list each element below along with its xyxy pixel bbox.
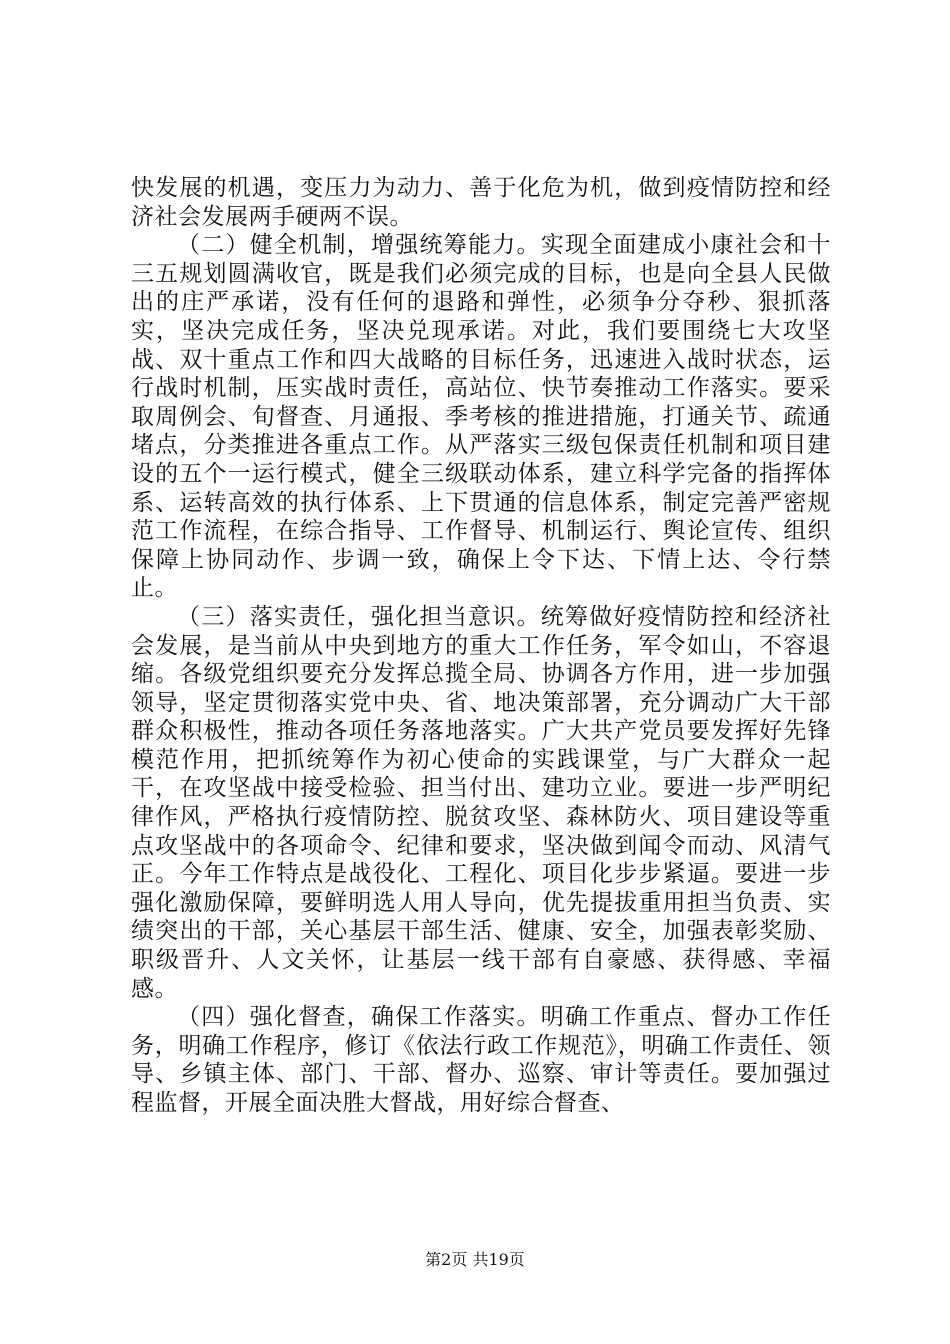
document-body <box>131 174 831 1118</box>
page-footer: 第2页 共19页 <box>425 1250 525 1269</box>
paragraph-continuation: 快发展的机遇，变压力为动力、善于化危为机，做到疫情防控和经济社会发展两手硬两不误。 <box>131 175 831 230</box>
paragraph-section-2: （二）健全机制，增强统筹能力。实现全面建成小康社会和十三五规划圆满收官，既是我们必须完成的目标，也是向全县人民做出的庄严承诺，没有任何的退路和弹性，必须争分夺秒、狠抓落实，坚决完成任务，坚决兑现承诺。对此，我们要围绕七大攻坚战、双十重点工作和四大战略的目标任务，迅速进入战时状态，运行战时机制，压实战时责任，高站位、快节奏推动工作落实。要采取周例会、旬督查、月通报、季考核的推进措施，打通关节、疏通堵点，分类推进各重点工作。从严落实三级包保责任机制和项目建设的五个一运行模式，健全三级联动体系，建立科学完备的指挥体系、运转高效的执行体系、上下贯通的信息体系，制定完善严密规范工作流程，在综合指导、工作督导、机制运行、舆论宣传、组织保障上协同动作、步调一致，确保上令下达、下情上达、令行禁止。 <box>131 232 831 602</box>
paragraph-section-4: （四）强化督查，确保工作落实。明确工作重点、督办工作任务，明确工作程序，修订《依法行政工作规范》，明确工作责任、领导、乡镇主体、部门、干部、督办、巡察、审计等责任。要加强过程监督，开展全面决胜大督战，用好综合督查、 <box>131 1004 831 1116</box>
paragraph-section-3: （三）落实责任，强化担当意识。统筹做好疫情防控和经济社会发展，是当前从中央到地方的重大工作任务，军令如山，不容退缩。各级党组织要充分发挥总揽全局、协调各方作用，进一步加强领导，坚定贯彻落实党中央、省、地决策部署，充分调动广大干部群众积极性，推动各项任务落地落实。广大共产党员要发挥好先锋模范作用，把抓统筹作为初心使命的实践课堂，与广大群众一起干，在攻坚战中接受检验、担当付出、建功立业。要进一步严明纪律作风，严格执行疫情防控、脱贫攻坚、森林防火、项目建设等重点攻坚战中的各项命令、纪律和要求，坚决做到闻令而动、风清气正。今年工作特点是战役化、工程化、项目化步步紧逼。要进一步强化激励保障，要鲜明选人用人导向，优先提拔重用担当负责、实绩突出的干部，关心基层干部生活、健康、安全，加强表彰奖励、职级晋升、人文关怀，让基层一线干部有自豪感、获得感、幸福感。 <box>131 603 831 1002</box>
